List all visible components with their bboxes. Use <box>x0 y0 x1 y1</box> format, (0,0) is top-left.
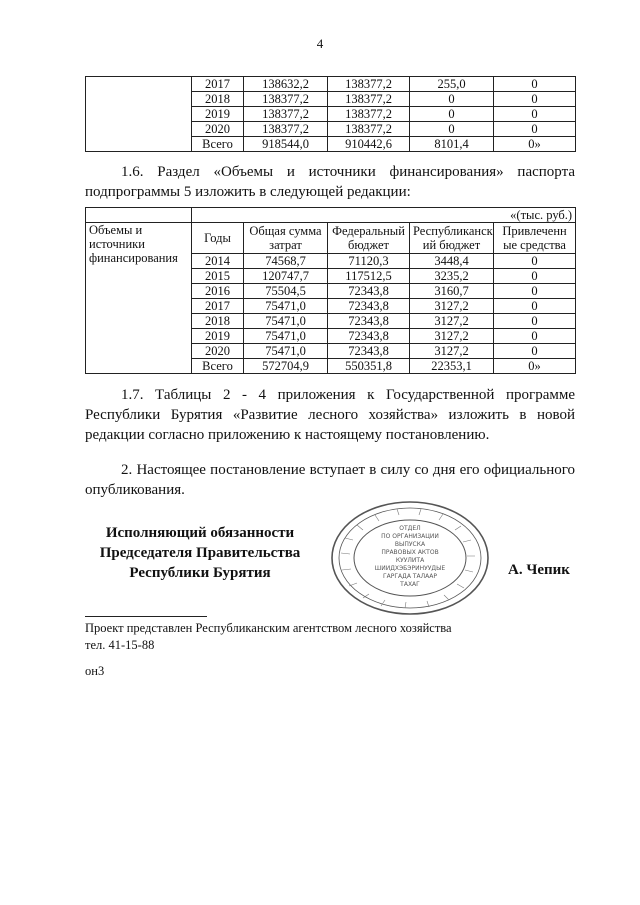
table-cell: 3448,4 <box>410 254 494 269</box>
table-cell: 74568,7 <box>244 254 328 269</box>
table-cell: 0 <box>494 107 576 122</box>
table-cell: 72343,8 <box>328 329 410 344</box>
table-cell: 138377,2 <box>328 107 410 122</box>
table-cell: 2017 <box>192 77 244 92</box>
table-header-cell: Федеральный бюджет <box>328 223 410 254</box>
table-cell: 75471,0 <box>244 329 328 344</box>
table-cell: 2014 <box>192 254 244 269</box>
table-cell: 72343,8 <box>328 299 410 314</box>
table-cell: 0 <box>494 284 576 299</box>
table-cell: 0 <box>410 92 494 107</box>
table-cell: 918544,0 <box>244 137 328 152</box>
table-cell: 2019 <box>192 107 244 122</box>
table-cell: 8101,4 <box>410 137 494 152</box>
financing-table-subprogram-5 <box>85 207 576 374</box>
table-cell: 2020 <box>192 344 244 359</box>
table-cell: 0 <box>494 269 576 284</box>
project-submitted-by: Проект представлен Республиканским агентством лесного хозяйства <box>85 621 452 635</box>
stamp-text-line: ВЫПУСКА <box>394 541 426 548</box>
signatory-line-3: Республики Бурятия <box>129 565 271 581</box>
document-code: он3 <box>85 664 105 678</box>
table-cell: 910442,6 <box>328 137 410 152</box>
table-header-cell: Привлеченн ые средства <box>494 223 576 254</box>
table-cell: 138377,2 <box>328 77 410 92</box>
table-cell: 3127,2 <box>410 344 494 359</box>
table-cell: 138377,2 <box>244 107 328 122</box>
table-cell: 0 <box>494 254 576 269</box>
paragraph-2 <box>85 460 575 500</box>
stamp-text-line: ОТДЕЛ <box>399 525 421 532</box>
table-cell: 3127,2 <box>410 314 494 329</box>
financing-table-continued <box>85 76 576 152</box>
stamp-text-line: ПРАВОВЫХ АКТОВ <box>381 549 439 556</box>
table-cell: 75471,0 <box>244 344 328 359</box>
table-cell: 0 <box>494 329 576 344</box>
paragraph-2-text: 2. Настоящее постановление вступает в силу со дня его официального опубликования. <box>85 462 575 498</box>
table-cell: 2017 <box>192 299 244 314</box>
table-cell: 0 <box>410 107 494 122</box>
table-cell: 3127,2 <box>410 329 494 344</box>
table-row <box>86 77 576 92</box>
table-cell: 550351,8 <box>328 359 410 374</box>
paragraph-1-6 <box>85 162 575 202</box>
stamp-text-line: КУУЛИТА <box>395 557 425 564</box>
table-cell: 75471,0 <box>244 299 328 314</box>
table-cell: 3235,2 <box>410 269 494 284</box>
table-cell: 0 <box>494 77 576 92</box>
table-cell: 2018 <box>192 92 244 107</box>
table-cell: 3160,7 <box>410 284 494 299</box>
table-cell: 72343,8 <box>328 284 410 299</box>
table1-label-cell <box>86 77 192 152</box>
footer-divider <box>85 616 207 617</box>
table-cell: 2015 <box>192 269 244 284</box>
stamp-text-line: ШИИДХЭБЭРИНУУДЫЕ <box>374 565 446 572</box>
table-cell: 138632,2 <box>244 77 328 92</box>
table-cell: 2019 <box>192 329 244 344</box>
table2-unit: «(тыс. руб.) <box>192 208 576 223</box>
table-cell: 2016 <box>192 284 244 299</box>
table-cell: 71120,3 <box>328 254 410 269</box>
table-cell: 22353,1 <box>410 359 494 374</box>
table-cell: 0 <box>494 122 576 137</box>
paragraph-1-7 <box>85 385 575 445</box>
table-header-cell: Общая сумма затрат <box>244 223 328 254</box>
paragraph-1-6-text: 1.6. Раздел «Объемы и источники финансирования» паспорта подпрограммы 5 изложить в следующей редакции: <box>85 164 575 200</box>
table-cell: 0 <box>494 314 576 329</box>
table-cell: 2020 <box>192 122 244 137</box>
stamp-text-line: ТАХАГ <box>400 581 420 588</box>
table-cell: 117512,5 <box>328 269 410 284</box>
signatory-title <box>85 523 315 583</box>
table-cell: 138377,2 <box>244 122 328 137</box>
table-cell: Всего <box>192 359 244 374</box>
table-cell: 72343,8 <box>328 344 410 359</box>
stamp-text-line: ГАРГАДА ТАЛААР <box>383 573 437 580</box>
table-cell: 0» <box>494 137 576 152</box>
table-header-cell: Годы <box>192 223 244 254</box>
page-number: 4 <box>316 36 324 51</box>
table-cell: 0 <box>494 299 576 314</box>
contact-phone: тел. 41-15-88 <box>85 638 155 652</box>
table-cell: 75471,0 <box>244 314 328 329</box>
table-cell: 138377,2 <box>328 92 410 107</box>
table-cell: 120747,7 <box>244 269 328 284</box>
table-cell: 0 <box>410 122 494 137</box>
table-cell: 572704,9 <box>244 359 328 374</box>
table-cell: 255,0 <box>410 77 494 92</box>
table-cell: 138377,2 <box>328 122 410 137</box>
stamp-text-line: ПО ОРГАНИЗАЦИИ <box>381 533 439 540</box>
table-cell: 3127,2 <box>410 299 494 314</box>
signatory-line-1: Исполняющий обязанности <box>105 525 295 541</box>
table-cell: 72343,8 <box>328 314 410 329</box>
table-cell: 75504,5 <box>244 284 328 299</box>
table-cell: 138377,2 <box>244 92 328 107</box>
table2-blank-cell <box>86 208 192 223</box>
signatory-line-2: Председателя Правительства <box>99 545 301 561</box>
table-cell: Всего <box>192 137 244 152</box>
footer-note <box>85 620 452 654</box>
table-cell: 0 <box>494 344 576 359</box>
paragraph-1-7-text: 1.7. Таблицы 2 - 4 приложения к Государственной программе Республики Бурятия «Развитие лесного хозяйства» изложить в новой редакции согласно приложению к настоящему постановлению. <box>85 387 575 443</box>
signer-name: А. Чепик <box>508 562 570 578</box>
table-cell: 0» <box>494 359 576 374</box>
table-header-row <box>86 223 576 254</box>
official-stamp <box>325 498 495 618</box>
table-header-cell: Республиканск ий бюджет <box>410 223 494 254</box>
table-cell: 2018 <box>192 314 244 329</box>
table2-row-label: Объемы и источники финансирования <box>86 223 192 374</box>
table-cell: 0 <box>494 92 576 107</box>
